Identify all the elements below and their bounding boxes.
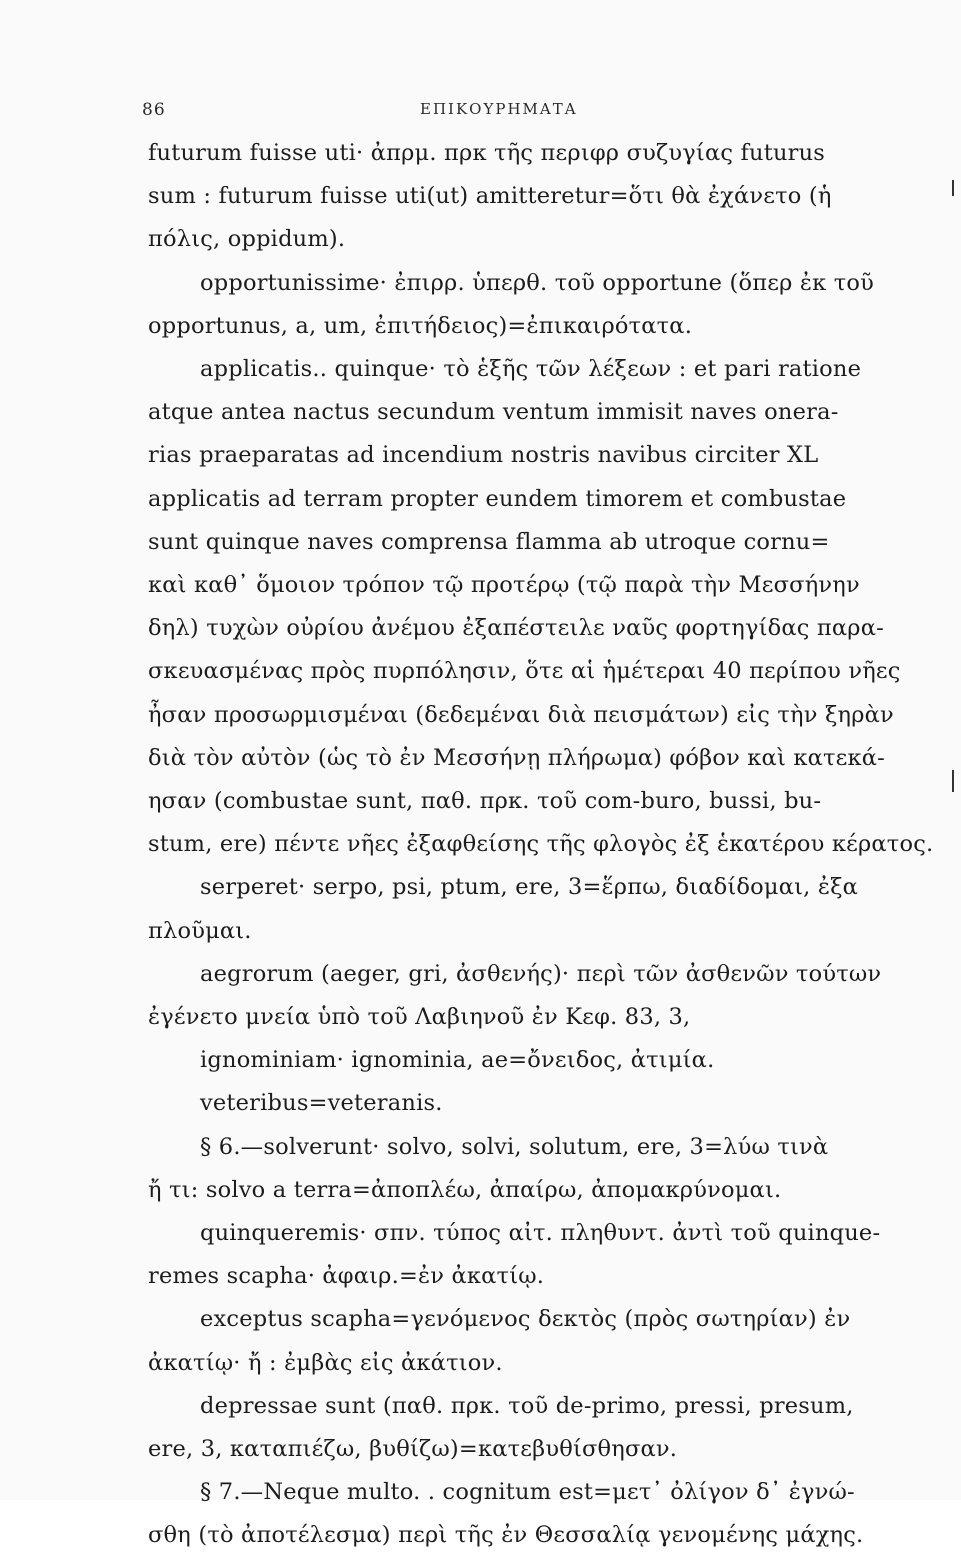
running-head: ΕΠΙΚΟΥΡΗΜΑΤΑ — [420, 100, 578, 118]
text-line: ere, 3, καταπιέζω, βυθίζω)=κατεβυθίσθησαν. — [148, 1436, 678, 1462]
text-line: quinqueremis· σπν. τύπος αἰτ. πληθυντ. ἀντὶ τοῦ quinque- — [200, 1220, 881, 1246]
text-line: applicatis.. quinque· τὸ ἑξῆς τῶν λέξεων : et pari ratione — [200, 356, 862, 382]
text-line: § 7.—Neque multo. . cognitum est=μετ᾽ ὀλίγον δ᾽ ἐγνώ- — [200, 1479, 855, 1506]
text-line: ἤ τι: solvo a terra=ἀποπλέω, ἀπαίρω, ἀπομακρύνομαι. — [148, 1176, 782, 1203]
text-line: futurum fuisse uti· ἀπρμ. πρκ τῆς περιφρ συζυγίας futurus — [148, 140, 826, 166]
text-line: veteribus=veteranis. — [200, 1090, 443, 1117]
text-line: rias praeparatas ad incendium nostris navibus circiter XL — [148, 442, 819, 469]
text-line: serperet· serpo, psi, ptum, ere, 3=ἕρπω, διαδίδομαι, ἐξα — [200, 874, 859, 901]
margin-mark — [952, 770, 954, 792]
text-line: opportunus, a, um, ἐπιτήδειος)=ἐπικαιρότατα. — [148, 312, 693, 339]
text-line: ἐγένετο μνεία ὑπὸ τοῦ Λαβιηνοῦ ἐν Κεφ. 83, 3, — [148, 1004, 691, 1030]
margin-mark — [952, 180, 954, 196]
text-line: sum : futurum fuisse uti(ut) amitteretur=ὅτι θὰ ἐχάνετο (ἡ — [148, 183, 832, 210]
text-line: πλοῦμαι. — [148, 917, 252, 944]
text-line: ignominiam· ignominia, ae=ὄνειδος, ἀτιμία. — [200, 1047, 715, 1074]
text-line: ἦσαν προσωρμισμέναι (δεδεμέναι διὰ πεισμάτων) εἰς τὴν ξηρὰν — [148, 701, 894, 728]
text-line: stum, ere) πέντε νῆες ἐξαφθείσης τῆς φλογὸς ἐξ ἑκατέρου κέρατος. — [148, 831, 934, 858]
text-line: § 6.—solverunt· solvo, solvi, solutum, ere, 3=λύω τινὰ — [200, 1133, 829, 1160]
text-line: ησαν (combustae sunt, παθ. πρκ. τοῦ com-buro, bussi, bu- — [148, 788, 822, 814]
text-line: ἀκατίῳ· ἤ : ἐμβὰς εἰς ἀκάτιον. — [148, 1349, 503, 1376]
text-line: καὶ καθ᾽ ὅμοιον τρόπον τῷ προτέρῳ (τῷ παρὰ τὴν Μεσσήνην — [148, 572, 860, 598]
text-line: remes scapha· ἀφαιρ.=ἐν ἀκατίῳ. — [148, 1263, 545, 1290]
text-line: σθη (τὸ ἀποτέλεσμα) περὶ τῆς ἐν Θεσσαλίᾳ γενομένης μάχης. — [148, 1522, 864, 1549]
text-line: opportunissime· ἐπιρρ. ὑπερθ. τοῦ opportune (ὅπερ ἐκ τοῦ — [200, 269, 875, 296]
text-line: sunt quinque naves comprensa flamma ab utroque cornu= — [148, 528, 830, 555]
text-line: exceptus scapha=γενόμενος δεκτὸς (πρὸς σωτηρίαν) ἐν — [200, 1306, 851, 1333]
text-line: διὰ τὸν αὐτὸν (ὡς τὸ ἐν Μεσσήνῃ πλήρωμα) φόβον καὶ κατεκά- — [148, 744, 885, 771]
text-line: δηλ) τυχὼν οὐρίου ἀνέμου ἐξαπέστειλε ναῦς φορτηγίδας παρα- — [148, 615, 884, 642]
text-line: aegrorum (aeger, gri, ἀσθενής)· περὶ τῶν ἀσθενῶν τούτων — [200, 960, 882, 987]
text-line: applicatis ad terram propter eundem timorem et combustae — [148, 485, 847, 512]
text-line: depressae sunt (παθ. πρκ. τοῦ de-primo, pressi, presum, — [200, 1392, 854, 1419]
page-number: 86 — [142, 100, 166, 120]
text-line: σκευασμένας πρὸς πυρπόλησιν, ὅτε αἱ ἡμέτεραι 40 περίπου νῆες — [148, 658, 901, 685]
text-line: atque antea nactus secundum ventum immisit naves onera- — [148, 399, 839, 426]
text-line: πόλις, oppidum). — [148, 226, 346, 253]
